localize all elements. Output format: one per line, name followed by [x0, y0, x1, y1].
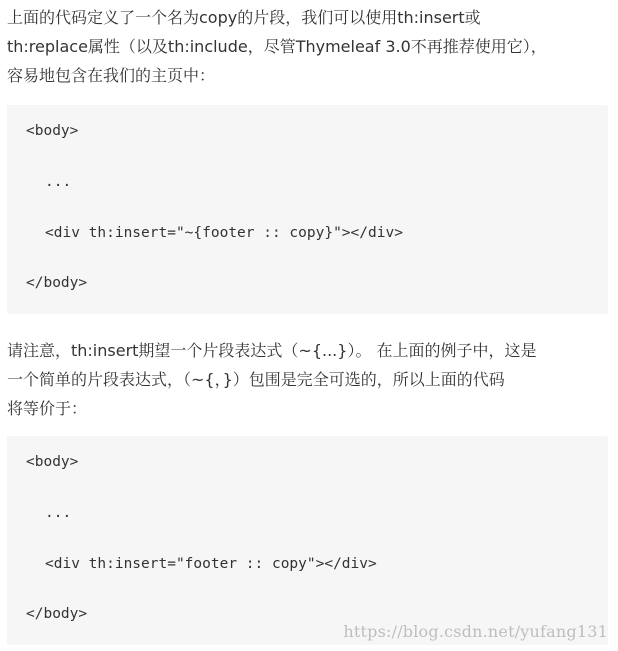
code-line: ...: [45, 505, 72, 521]
code-line: ...: [45, 174, 72, 190]
code-line: </body>: [26, 606, 88, 622]
paragraph-line: 一个简单的片段表达式，（~{，}）包围是完全可选的，所以上面的代码: [7, 370, 505, 389]
code-line: </body>: [26, 275, 88, 291]
code-block: [7, 436, 608, 645]
paragraph-line: 请注意，th:insert期望一个片段表达式（~{...}）。 在上面的例子中，这是: [7, 341, 537, 360]
watermark: https://blog.csdn.net/yufang131: [343, 622, 608, 641]
code-line: <body>: [26, 123, 79, 139]
code-line: <div th:insert="~{footer :: copy}"></div>: [45, 225, 403, 241]
explanation-paragraph: [7, 336, 607, 423]
paragraph-line: 将等价于：: [7, 399, 88, 418]
code-line: <div th:insert="footer :: copy"></div>: [45, 556, 377, 572]
paragraph-line: 上面的代码定义了一个名为copy的片段，我们可以使用th:insert或: [7, 8, 481, 27]
code-block: [7, 105, 608, 314]
intro-paragraph: [7, 3, 607, 90]
paragraph-line: th:replace属性（以及th:include，尽管Thymeleaf 3.0不再推荐使用它），: [7, 37, 547, 56]
paragraph-line: 容易地包含在我们的主页中：: [7, 66, 216, 85]
code-line: <body>: [26, 454, 79, 470]
